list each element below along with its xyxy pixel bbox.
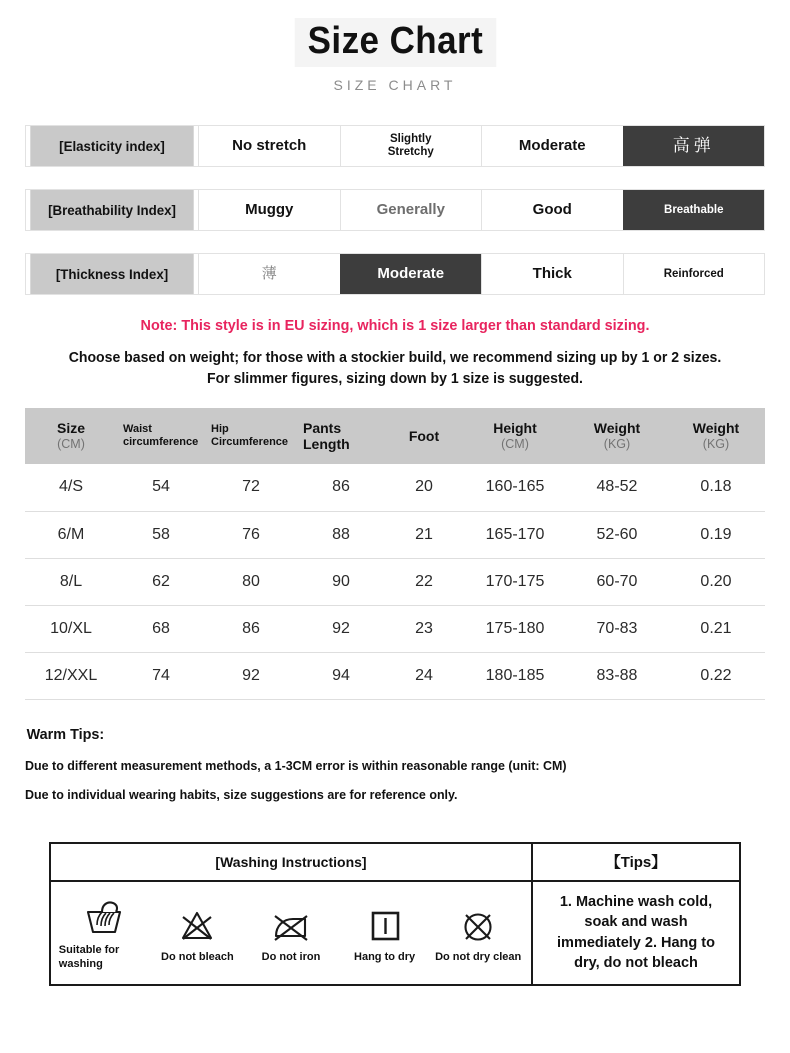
tips-text: 1. Machine wash cold, soak and wash immediately 2. Hang to dry, do not bleach (531, 882, 739, 984)
header-height-main: Height (493, 419, 537, 436)
hand-wash-basin-icon (83, 892, 125, 938)
cell-pants-length: 90 (332, 572, 350, 590)
sizing-advice-note (36, 348, 754, 390)
cell-size: 6/M (57, 525, 85, 543)
cell-waist: 62 (152, 572, 170, 590)
care-item-do-not-dry-clean (433, 899, 523, 964)
table-row (25, 652, 765, 699)
cell-height: 175-180 (485, 619, 545, 637)
cell-pants-length: 92 (332, 619, 350, 637)
cell-foot: 24 (415, 666, 433, 684)
cell-pants-length: 94 (332, 666, 350, 684)
thickness-option-thin[interactable]: 薄 (198, 254, 340, 294)
elasticity-option-moderate[interactable]: Moderate (481, 126, 623, 166)
cell-height: 160-165 (485, 478, 545, 496)
header-weight-2-main: Weight (692, 419, 740, 436)
care-instructions-block (0, 842, 790, 986)
cell-weight-2: 0.20 (700, 572, 732, 590)
thickness-option-reinforced[interactable]: Reinforced (623, 254, 765, 294)
header-pants-length-main: Pants Length (303, 419, 350, 453)
page-subtitle: SIZE CHART (333, 77, 457, 93)
cell-waist: 58 (152, 525, 170, 543)
hang-to-dry-icon (365, 899, 405, 945)
header-height (463, 408, 567, 464)
header-foot (385, 408, 463, 464)
cell-weight-2: 0.19 (700, 525, 732, 543)
table-row (25, 605, 765, 652)
cell-hip: 86 (242, 619, 260, 637)
cell-hip: 72 (242, 478, 260, 496)
care-item-do-not-bleach (152, 899, 242, 964)
breathability-option-selected-breathable[interactable]: Breathable (623, 190, 765, 230)
cell-hip: 80 (242, 572, 260, 590)
thickness-index-row (25, 253, 765, 295)
thickness-option-thick[interactable]: Thick (481, 254, 623, 294)
cell-weight-2: 0.22 (700, 666, 732, 684)
care-label-do-not-dry-clean: Do not dry clean (435, 950, 522, 963)
cell-height: 170-175 (485, 572, 545, 590)
header-pants-length (297, 408, 385, 464)
cell-size: 10/XL (50, 619, 92, 637)
header-size-main: Size (56, 419, 85, 436)
breathability-index-label: [Breathability Index] (30, 190, 193, 230)
do-not-dry-clean-icon (457, 899, 499, 945)
measurements-table-wrap (0, 408, 790, 700)
warm-tips-line-1: Due to different measurement methods, a 1-3CM error is within reasonable range (unit: CM) (25, 757, 567, 773)
care-label-do-not-iron: Do not iron (261, 950, 321, 963)
header-waist-circumference (117, 408, 205, 464)
header-weight-2-unit: (KG) (702, 436, 730, 451)
cell-size: 8/L (59, 572, 83, 590)
elasticity-option-selected-high-stretch[interactable]: 高弹 (623, 126, 765, 166)
cell-weight-1: 52-60 (596, 525, 638, 543)
cell-weight-1: 83-88 (596, 666, 638, 684)
thickness-option-selected-moderate[interactable]: Moderate (340, 254, 482, 294)
header-hip-main: Hip Circumference (211, 423, 289, 449)
cell-size: 4/S (58, 478, 83, 496)
header-waist-main: Waist circumference (123, 423, 199, 449)
table-row (25, 464, 765, 511)
cell-foot: 22 (415, 572, 433, 590)
cell-height: 165-170 (485, 525, 545, 543)
header-size-unit: (CM) (57, 436, 85, 451)
eu-sizing-note: Note: This style is in EU sizing, which is 1 size larger than standard sizing. (140, 317, 650, 334)
cell-pants-length: 86 (332, 478, 350, 496)
warm-tips-line-2: Due to individual wearing habits, size suggestions are for reference only. (25, 786, 458, 802)
cell-foot: 23 (415, 619, 433, 637)
index-rows-block (0, 125, 790, 295)
table-row (25, 511, 765, 558)
care-item-do-not-iron (246, 899, 336, 964)
elasticity-index-row (25, 125, 765, 167)
header-height-unit: (CM) (501, 436, 529, 451)
cell-foot: 20 (415, 478, 433, 496)
header-weight-1-unit: (KG) (603, 436, 631, 451)
cell-hip: 76 (242, 525, 260, 543)
elasticity-option-no-stretch[interactable]: No stretch (198, 126, 340, 166)
do-not-iron-icon (269, 899, 313, 945)
breathability-option-generally[interactable]: Generally (340, 190, 482, 230)
cell-pants-length: 88 (332, 525, 350, 543)
cell-foot: 21 (415, 525, 433, 543)
cell-waist: 68 (152, 619, 170, 637)
cell-height: 180-185 (485, 666, 545, 684)
thickness-index-label: [Thickness Index] (30, 254, 193, 294)
sizing-advice-line-2: For slimmer figures, sizing down by 1 size is suggested. (207, 371, 583, 388)
care-box-body (51, 882, 739, 984)
tips-header: 【Tips】 (531, 844, 739, 882)
header-weight-1-main: Weight (593, 419, 641, 436)
washing-instructions-header: [Washing Instructions] (51, 844, 531, 882)
elasticity-index-label: [Elasticity index] (30, 126, 193, 166)
cell-waist: 54 (152, 478, 170, 496)
sizing-notes (0, 317, 790, 390)
header-weight-1 (567, 408, 667, 464)
breathability-option-muggy[interactable]: Muggy (198, 190, 340, 230)
cell-hip: 92 (242, 666, 260, 684)
cell-size: 12/XXL (44, 666, 98, 684)
cell-waist: 74 (152, 666, 170, 684)
warm-tips-title: Warm Tips: (26, 725, 105, 743)
header-size (25, 408, 117, 464)
cell-weight-2: 0.18 (700, 478, 732, 496)
table-row (25, 558, 765, 605)
care-label-do-not-bleach: Do not bleach (161, 950, 234, 963)
cell-weight-2: 0.21 (700, 619, 732, 637)
care-label-hang-to-dry: Hang to dry (354, 950, 416, 963)
table-header (25, 408, 765, 464)
page-title: Size Chart (294, 18, 495, 67)
care-box (49, 842, 741, 986)
cell-weight-1: 70-83 (596, 619, 638, 637)
measurements-table (25, 408, 765, 700)
care-label-suitable-for-washing: Suitable for washing (58, 944, 120, 970)
breathability-option-good[interactable]: Good (481, 190, 623, 230)
header-hip-circumference (205, 408, 297, 464)
header-foot-main: Foot (408, 427, 440, 444)
cell-weight-1: 60-70 (596, 572, 638, 590)
title-block (0, 0, 790, 93)
care-box-header (51, 844, 739, 882)
care-item-suitable-for-washing (59, 892, 149, 971)
breathability-index-row (25, 189, 765, 231)
care-item-hang-to-dry (340, 899, 430, 964)
header-weight-2 (667, 408, 765, 464)
elasticity-option-slightly-stretchy[interactable]: Slightly Stretchy (340, 126, 482, 166)
do-not-bleach-icon (176, 899, 218, 945)
table-header-row (25, 408, 765, 464)
sizing-advice-line-1: Choose based on weight; for those with a stockier build, we recommend sizing up by 1 or 2 sizes. (68, 350, 722, 366)
warm-tips-block (0, 726, 790, 802)
table-body (25, 464, 765, 699)
care-icons-row (51, 882, 531, 984)
cell-weight-1: 48-52 (596, 478, 638, 496)
